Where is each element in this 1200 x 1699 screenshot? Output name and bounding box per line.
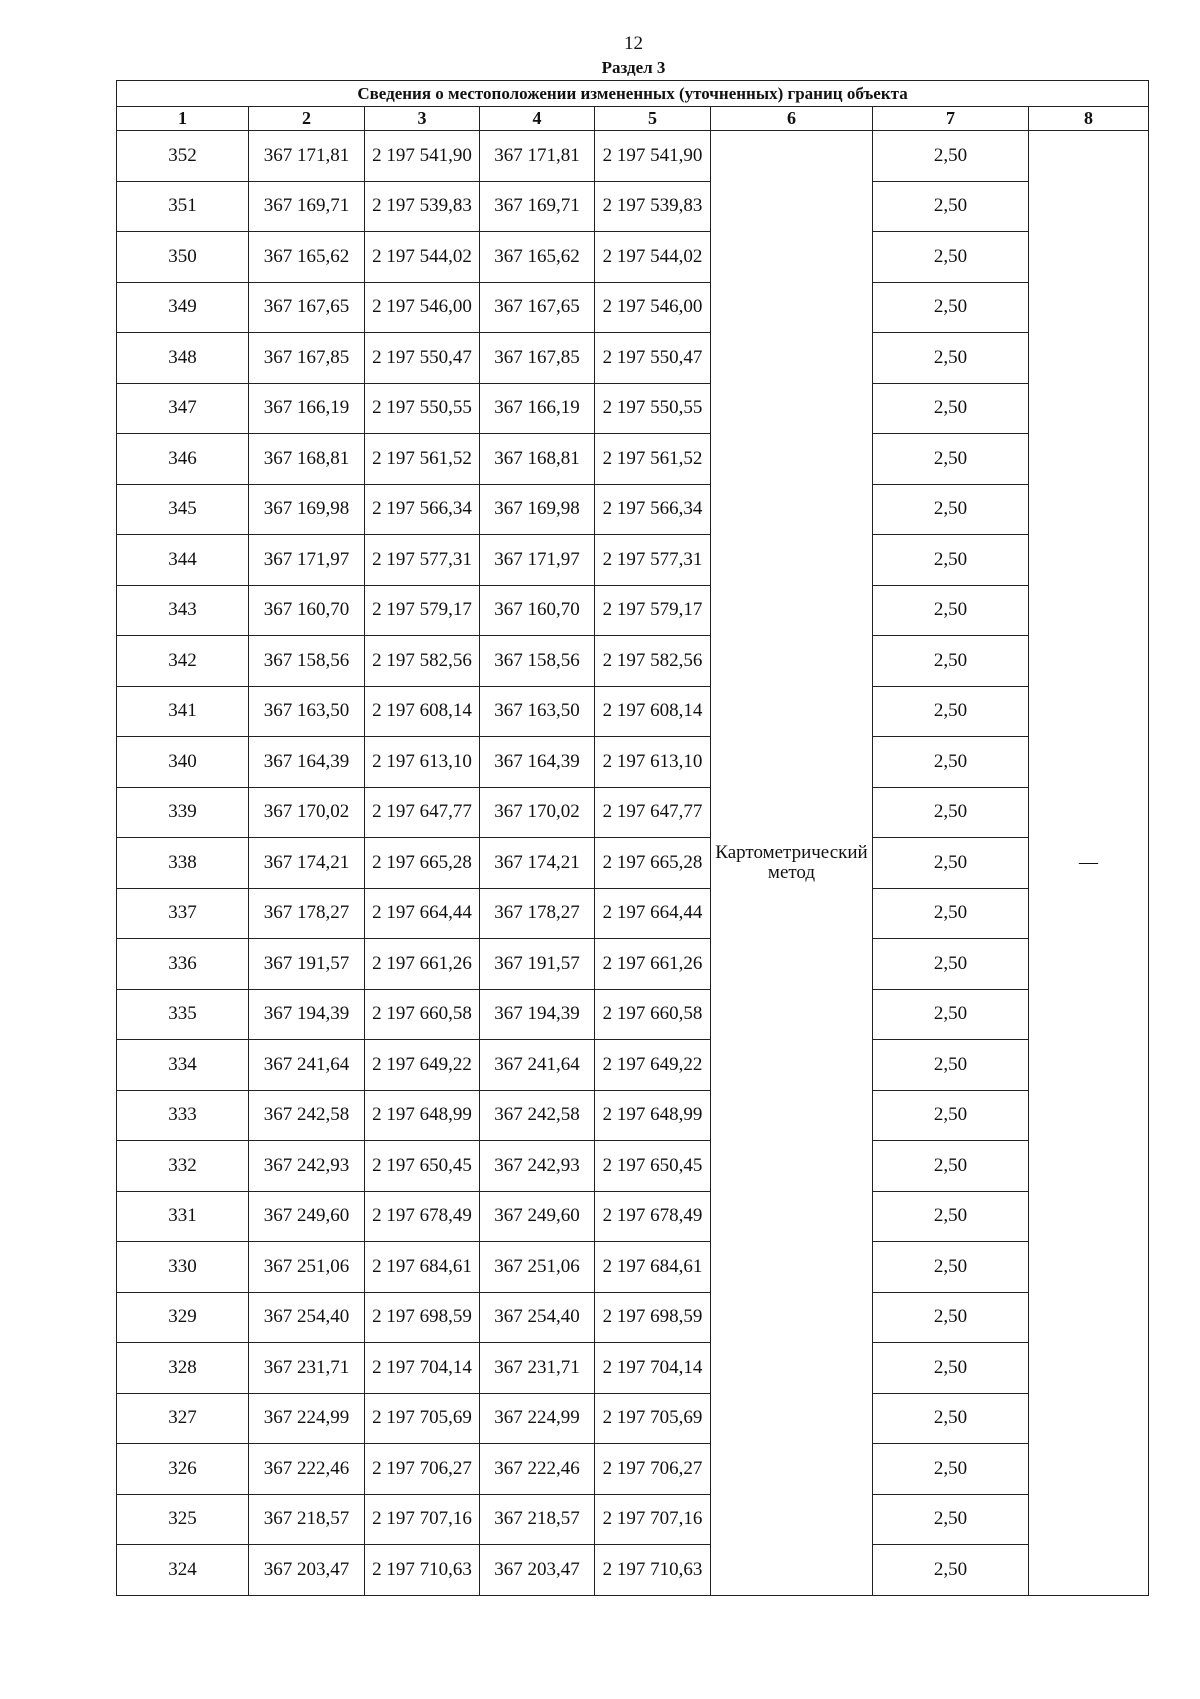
table-row <box>117 1040 1149 1091</box>
coordinate-x-cell: 367 178,27 <box>480 888 595 939</box>
table-row <box>117 1494 1149 1545</box>
accuracy-cell: 2,50 <box>873 1343 1029 1394</box>
coordinate-x-cell: 367 254,40 <box>480 1292 595 1343</box>
table-row <box>117 333 1149 384</box>
coordinate-x-cell: 367 168,81 <box>249 434 365 485</box>
column-number: 2 <box>249 107 365 131</box>
method-cell: Картометрический метод <box>711 131 873 1596</box>
coordinate-y-cell: 2 197 664,44 <box>595 888 711 939</box>
point-number-cell: 336 <box>117 939 249 990</box>
coordinate-y-cell: 2 197 661,26 <box>365 939 480 990</box>
point-number-cell: 333 <box>117 1090 249 1141</box>
point-number-cell: 350 <box>117 232 249 283</box>
accuracy-cell: 2,50 <box>873 181 1029 232</box>
coordinate-y-cell: 2 197 649,22 <box>365 1040 480 1091</box>
table-row <box>117 484 1149 535</box>
coordinate-y-cell: 2 197 566,34 <box>595 484 711 535</box>
coordinate-x-cell: 367 218,57 <box>249 1494 365 1545</box>
coordinate-y-cell: 2 197 650,45 <box>595 1141 711 1192</box>
coordinate-x-cell: 367 167,65 <box>249 282 365 333</box>
coordinate-x-cell: 367 194,39 <box>249 989 365 1040</box>
coordinate-y-cell: 2 197 577,31 <box>365 535 480 586</box>
coordinate-x-cell: 367 242,58 <box>480 1090 595 1141</box>
coordinate-y-cell: 2 197 546,00 <box>595 282 711 333</box>
point-number-cell: 335 <box>117 989 249 1040</box>
coordinate-y-cell: 2 197 648,99 <box>595 1090 711 1141</box>
accuracy-cell: 2,50 <box>873 484 1029 535</box>
coordinate-x-cell: 367 167,85 <box>249 333 365 384</box>
coordinate-y-cell: 2 197 707,16 <box>365 1494 480 1545</box>
point-number-cell: 326 <box>117 1444 249 1495</box>
table-row <box>117 1242 1149 1293</box>
accuracy-cell: 2,50 <box>873 1393 1029 1444</box>
table-row <box>117 686 1149 737</box>
accuracy-cell: 2,50 <box>873 1444 1029 1495</box>
point-number-cell: 332 <box>117 1141 249 1192</box>
coordinate-y-cell: 2 197 561,52 <box>365 434 480 485</box>
accuracy-cell: 2,50 <box>873 939 1029 990</box>
coordinate-x-cell: 367 163,50 <box>249 686 365 737</box>
table-row <box>117 434 1149 485</box>
note-cell: — <box>1029 131 1149 1596</box>
coordinate-x-cell: 367 160,70 <box>249 585 365 636</box>
table-row <box>117 636 1149 687</box>
coordinate-y-cell: 2 197 541,90 <box>365 131 480 182</box>
accuracy-cell: 2,50 <box>873 989 1029 1040</box>
coordinate-y-cell: 2 197 710,63 <box>595 1545 711 1596</box>
coordinate-x-cell: 367 170,02 <box>249 787 365 838</box>
column-number: 6 <box>711 107 873 131</box>
point-number-cell: 331 <box>117 1191 249 1242</box>
point-number-cell: 339 <box>117 787 249 838</box>
coordinate-x-cell: 367 203,47 <box>249 1545 365 1596</box>
coordinate-x-cell: 367 231,71 <box>249 1343 365 1394</box>
page-number: 12 <box>624 33 643 54</box>
column-number: 7 <box>873 107 1029 131</box>
table-row <box>117 939 1149 990</box>
coordinate-y-cell: 2 197 539,83 <box>365 181 480 232</box>
coordinate-x-cell: 367 164,39 <box>249 737 365 788</box>
coordinate-x-cell: 367 242,93 <box>249 1141 365 1192</box>
coordinate-y-cell: 2 197 705,69 <box>365 1393 480 1444</box>
coordinate-y-cell: 2 197 698,59 <box>365 1292 480 1343</box>
table-row <box>117 1090 1149 1141</box>
point-number-cell: 345 <box>117 484 249 535</box>
point-number-cell: 340 <box>117 737 249 788</box>
coordinate-y-cell: 2 197 665,28 <box>365 838 480 889</box>
table-row <box>117 989 1149 1040</box>
point-number-cell: 346 <box>117 434 249 485</box>
coordinate-x-cell: 367 222,46 <box>480 1444 595 1495</box>
coordinate-y-cell: 2 197 550,55 <box>595 383 711 434</box>
coordinate-x-cell: 367 160,70 <box>480 585 595 636</box>
coordinate-x-cell: 367 224,99 <box>249 1393 365 1444</box>
accuracy-cell: 2,50 <box>873 1242 1029 1293</box>
table-row <box>117 535 1149 586</box>
column-number-row <box>117 107 1149 131</box>
accuracy-cell: 2,50 <box>873 1090 1029 1141</box>
coordinate-x-cell: 367 203,47 <box>480 1545 595 1596</box>
table-caption: Сведения о местоположении измененных (уточненных) границ объекта <box>117 81 1149 107</box>
coordinate-y-cell: 2 197 579,17 <box>595 585 711 636</box>
coordinate-y-cell: 2 197 661,26 <box>595 939 711 990</box>
point-number-cell: 330 <box>117 1242 249 1293</box>
coordinate-x-cell: 367 171,81 <box>249 131 365 182</box>
coordinate-y-cell: 2 197 698,59 <box>595 1292 711 1343</box>
coordinate-x-cell: 367 167,85 <box>480 333 595 384</box>
coordinate-y-cell: 2 197 660,58 <box>365 989 480 1040</box>
table-row <box>117 888 1149 939</box>
accuracy-cell: 2,50 <box>873 838 1029 889</box>
coordinate-x-cell: 367 241,64 <box>249 1040 365 1091</box>
coordinate-y-cell: 2 197 678,49 <box>595 1191 711 1242</box>
column-number: 4 <box>480 107 595 131</box>
coordinate-x-cell: 367 224,99 <box>480 1393 595 1444</box>
coordinate-x-cell: 367 164,39 <box>480 737 595 788</box>
point-number-cell: 352 <box>117 131 249 182</box>
accuracy-cell: 2,50 <box>873 434 1029 485</box>
coordinate-x-cell: 367 165,62 <box>249 232 365 283</box>
coordinate-x-cell: 367 218,57 <box>480 1494 595 1545</box>
accuracy-cell: 2,50 <box>873 686 1029 737</box>
coordinate-y-cell: 2 197 707,16 <box>595 1494 711 1545</box>
coordinate-y-cell: 2 197 608,14 <box>595 686 711 737</box>
coordinate-x-cell: 367 242,93 <box>480 1141 595 1192</box>
table-row <box>117 181 1149 232</box>
accuracy-cell: 2,50 <box>873 282 1029 333</box>
table-row <box>117 1343 1149 1394</box>
point-number-cell: 349 <box>117 282 249 333</box>
coordinate-y-cell: 2 197 706,27 <box>595 1444 711 1495</box>
coordinate-y-cell: 2 197 550,47 <box>595 333 711 384</box>
point-number-cell: 341 <box>117 686 249 737</box>
table-row <box>117 232 1149 283</box>
coordinate-y-cell: 2 197 664,44 <box>365 888 480 939</box>
coordinate-x-cell: 367 171,97 <box>249 535 365 586</box>
coordinate-x-cell: 367 254,40 <box>249 1292 365 1343</box>
coordinate-y-cell: 2 197 544,02 <box>365 232 480 283</box>
coordinate-y-cell: 2 197 550,55 <box>365 383 480 434</box>
table-row <box>117 1191 1149 1242</box>
coordinate-y-cell: 2 197 541,90 <box>595 131 711 182</box>
table-caption-row <box>117 81 1149 107</box>
coordinate-y-cell: 2 197 665,28 <box>595 838 711 889</box>
coordinate-x-cell: 367 168,81 <box>480 434 595 485</box>
table-row <box>117 383 1149 434</box>
coordinate-y-cell: 2 197 539,83 <box>595 181 711 232</box>
point-number-cell: 324 <box>117 1545 249 1596</box>
coordinate-x-cell: 367 174,21 <box>249 838 365 889</box>
accuracy-cell: 2,50 <box>873 1545 1029 1596</box>
accuracy-cell: 2,50 <box>873 1141 1029 1192</box>
coordinate-x-cell: 367 251,06 <box>480 1242 595 1293</box>
coordinate-x-cell: 367 169,98 <box>480 484 595 535</box>
point-number-cell: 348 <box>117 333 249 384</box>
coordinate-y-cell: 2 197 648,99 <box>365 1090 480 1141</box>
coordinate-y-cell: 2 197 660,58 <box>595 989 711 1040</box>
table-row <box>117 131 1149 182</box>
table-row <box>117 1292 1149 1343</box>
coordinate-y-cell: 2 197 684,61 <box>365 1242 480 1293</box>
table-row <box>117 1545 1149 1596</box>
coordinate-x-cell: 367 191,57 <box>480 939 595 990</box>
coordinates-table <box>116 80 1149 1596</box>
coordinate-x-cell: 367 158,56 <box>249 636 365 687</box>
coordinate-y-cell: 2 197 579,17 <box>365 585 480 636</box>
column-number: 8 <box>1029 107 1149 131</box>
table-row <box>117 282 1149 333</box>
point-number-cell: 327 <box>117 1393 249 1444</box>
table-row <box>117 585 1149 636</box>
coordinate-y-cell: 2 197 550,47 <box>365 333 480 384</box>
coordinate-y-cell: 2 197 704,14 <box>595 1343 711 1394</box>
coordinate-x-cell: 367 167,65 <box>480 282 595 333</box>
coordinate-x-cell: 367 249,60 <box>249 1191 365 1242</box>
coordinate-y-cell: 2 197 710,63 <box>365 1545 480 1596</box>
accuracy-cell: 2,50 <box>873 888 1029 939</box>
coordinate-y-cell: 2 197 566,34 <box>365 484 480 535</box>
point-number-cell: 342 <box>117 636 249 687</box>
column-number: 5 <box>595 107 711 131</box>
accuracy-cell: 2,50 <box>873 131 1029 182</box>
coordinate-x-cell: 367 166,19 <box>480 383 595 434</box>
accuracy-cell: 2,50 <box>873 1494 1029 1545</box>
coordinate-x-cell: 367 169,71 <box>480 181 595 232</box>
accuracy-cell: 2,50 <box>873 585 1029 636</box>
accuracy-cell: 2,50 <box>873 737 1029 788</box>
table-row <box>117 1393 1149 1444</box>
point-number-cell: 325 <box>117 1494 249 1545</box>
coordinate-y-cell: 2 197 577,31 <box>595 535 711 586</box>
coordinate-y-cell: 2 197 561,52 <box>595 434 711 485</box>
coordinate-x-cell: 367 249,60 <box>480 1191 595 1242</box>
accuracy-cell: 2,50 <box>873 1292 1029 1343</box>
coordinate-x-cell: 367 191,57 <box>249 939 365 990</box>
coordinate-y-cell: 2 197 647,77 <box>595 787 711 838</box>
coordinate-x-cell: 367 171,81 <box>480 131 595 182</box>
coordinate-x-cell: 367 241,64 <box>480 1040 595 1091</box>
accuracy-cell: 2,50 <box>873 383 1029 434</box>
point-number-cell: 351 <box>117 181 249 232</box>
coordinate-y-cell: 2 197 684,61 <box>595 1242 711 1293</box>
point-number-cell: 329 <box>117 1292 249 1343</box>
coordinate-y-cell: 2 197 613,10 <box>595 737 711 788</box>
accuracy-cell: 2,50 <box>873 535 1029 586</box>
coordinate-x-cell: 367 169,98 <box>249 484 365 535</box>
accuracy-cell: 2,50 <box>873 1191 1029 1242</box>
table-row <box>117 838 1149 889</box>
coordinate-y-cell: 2 197 705,69 <box>595 1393 711 1444</box>
coordinate-x-cell: 367 174,21 <box>480 838 595 889</box>
coordinate-x-cell: 367 165,62 <box>480 232 595 283</box>
coordinate-x-cell: 367 251,06 <box>249 1242 365 1293</box>
coordinate-y-cell: 2 197 613,10 <box>365 737 480 788</box>
column-number: 3 <box>365 107 480 131</box>
coordinate-y-cell: 2 197 647,77 <box>365 787 480 838</box>
coordinate-x-cell: 367 166,19 <box>249 383 365 434</box>
coordinate-y-cell: 2 197 650,45 <box>365 1141 480 1192</box>
coordinate-x-cell: 367 242,58 <box>249 1090 365 1141</box>
point-number-cell: 343 <box>117 585 249 636</box>
coordinate-y-cell: 2 197 546,00 <box>365 282 480 333</box>
table-row <box>117 1444 1149 1495</box>
coordinate-x-cell: 367 178,27 <box>249 888 365 939</box>
accuracy-cell: 2,50 <box>873 636 1029 687</box>
table-row <box>117 1141 1149 1192</box>
coordinate-y-cell: 2 197 608,14 <box>365 686 480 737</box>
coordinate-y-cell: 2 197 544,02 <box>595 232 711 283</box>
coordinate-y-cell: 2 197 582,56 <box>595 636 711 687</box>
coordinate-y-cell: 2 197 704,14 <box>365 1343 480 1394</box>
coordinate-y-cell: 2 197 706,27 <box>365 1444 480 1495</box>
accuracy-cell: 2,50 <box>873 232 1029 283</box>
point-number-cell: 338 <box>117 838 249 889</box>
coordinate-x-cell: 367 170,02 <box>480 787 595 838</box>
table-row <box>117 737 1149 788</box>
accuracy-cell: 2,50 <box>873 333 1029 384</box>
point-number-cell: 347 <box>117 383 249 434</box>
section-title: Раздел 3 <box>601 58 666 77</box>
point-number-cell: 328 <box>117 1343 249 1394</box>
coordinate-x-cell: 367 231,71 <box>480 1343 595 1394</box>
coordinate-x-cell: 367 194,39 <box>480 989 595 1040</box>
coordinate-x-cell: 367 163,50 <box>480 686 595 737</box>
accuracy-cell: 2,50 <box>873 787 1029 838</box>
table-body <box>117 131 1149 1596</box>
coordinate-x-cell: 367 171,97 <box>480 535 595 586</box>
coordinate-y-cell: 2 197 649,22 <box>595 1040 711 1091</box>
column-number: 1 <box>117 107 249 131</box>
point-number-cell: 334 <box>117 1040 249 1091</box>
coordinate-y-cell: 2 197 582,56 <box>365 636 480 687</box>
accuracy-cell: 2,50 <box>873 1040 1029 1091</box>
point-number-cell: 344 <box>117 535 249 586</box>
coordinate-x-cell: 367 222,46 <box>249 1444 365 1495</box>
coordinate-x-cell: 367 169,71 <box>249 181 365 232</box>
coordinate-y-cell: 2 197 678,49 <box>365 1191 480 1242</box>
point-number-cell: 337 <box>117 888 249 939</box>
table-row <box>117 787 1149 838</box>
coordinate-x-cell: 367 158,56 <box>480 636 595 687</box>
